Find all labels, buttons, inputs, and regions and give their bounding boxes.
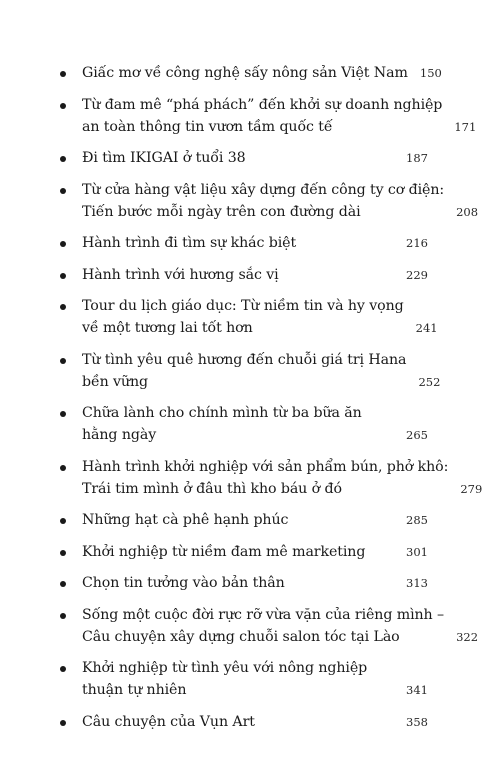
toc-entry-title <box>82 295 404 339</box>
toc-entry <box>56 62 442 84</box>
toc-entry-page-number: 313 <box>406 576 428 590</box>
toc-entry-page-number: 322 <box>456 629 479 644</box>
bullet-icon <box>60 550 66 556</box>
toc-entry-title-line: Chữa lành cho chính mình từ ba bữa ăn <box>82 405 362 421</box>
toc-entry-title-line: Hành trình với hương sắc vị <box>82 266 279 283</box>
toc-entry <box>56 509 428 531</box>
bullet-icon <box>60 358 66 364</box>
toc-entry-title-line: Khởi nghiệp từ tình yêu với nông nghiệp <box>82 660 368 676</box>
toc-entry-page-number: 208 <box>456 204 479 219</box>
toc-entry-title-line: Khởi nghiệp từ niềm đam mê marketing <box>82 543 366 560</box>
toc-entry <box>56 179 479 223</box>
toc-entry-page-number: 150 <box>419 66 442 80</box>
toc-entry-title <box>82 94 442 138</box>
bullet-icon <box>60 241 66 247</box>
toc-entry-page-number: 301 <box>406 544 428 559</box>
toc-entry-page-number: 358 <box>406 714 428 729</box>
toc-entry-title <box>82 572 394 594</box>
toc-entry <box>56 349 441 393</box>
bullet-icon <box>60 304 66 310</box>
toc-entry <box>56 711 428 733</box>
toc-entry <box>56 232 428 254</box>
toc-entry <box>56 264 428 286</box>
bullet-icon <box>60 156 66 162</box>
toc-entry-title <box>82 62 408 84</box>
toc-entry-title-line: Từ đam mê “phá phách” đến khởi sự doanh nghiệp <box>82 96 443 113</box>
toc-entry <box>56 456 483 500</box>
toc-entry <box>56 604 479 648</box>
toc-entry <box>56 94 477 138</box>
toc-entry-title <box>82 456 448 500</box>
toc-entry-title-line: Sống một cuộc đời rực rỡ vừa vặn của riêng mình – <box>82 606 445 623</box>
toc-entry-title-line: bền vững <box>82 373 149 390</box>
toc-entry-page-number: 279 <box>460 481 483 496</box>
toc-entry-title-line: Hành trình đi tìm sự khác biệt <box>82 235 297 251</box>
bullet-icon <box>60 666 66 672</box>
toc-entry-title-line: Từ cửa hàng vật liệu xây dựng đến công ty cơ điện: <box>82 181 445 198</box>
toc-entry <box>56 147 428 169</box>
toc-entry-page-number: 285 <box>406 513 428 527</box>
toc-entry-title <box>82 349 406 393</box>
toc-entry-page-number: 216 <box>406 236 428 250</box>
toc-entry-title-line: Tiến bước mỗi ngày trên con đường dài <box>82 203 361 220</box>
toc-entry-title-line: Chọn tin tưởng vào bản thân <box>82 575 285 591</box>
toc-entry-title <box>82 402 394 446</box>
bullet-icon <box>60 613 66 619</box>
toc-entry-page-number: 187 <box>406 151 428 165</box>
bullet-icon <box>60 581 66 587</box>
toc-entry-title-line: Đi tìm IKIGAI ở tuổi 38 <box>82 150 246 166</box>
toc-entry-title-line: an toàn thông tin vươn tầm quốc tế <box>82 118 333 135</box>
toc-entry <box>56 657 428 701</box>
toc-entry-page-number: 229 <box>406 267 428 282</box>
toc-entry-title <box>82 147 394 169</box>
toc-entry-title-line: Những hạt cà phê hạnh phúc <box>82 512 289 528</box>
toc-entry-title <box>82 604 444 648</box>
toc-entry <box>56 572 428 594</box>
toc-entry-title-line: thuận tự nhiên <box>82 682 187 698</box>
bullet-icon <box>60 720 66 726</box>
bullet-icon <box>60 71 66 77</box>
bullet-icon <box>60 465 66 471</box>
bullet-icon <box>60 188 66 194</box>
toc-entry-title-line: Tour du lịch giáo dục: Từ niềm tin và hy vọng <box>82 298 404 314</box>
bullet-icon <box>60 273 66 279</box>
bullet-icon <box>60 103 66 109</box>
toc-entry-title-line: Trái tim mình ở đâu thì kho báu ở đó <box>82 480 342 497</box>
toc-entry-title-line: Hành trình khởi nghiệp với sản phẩm bún, phở khô: <box>82 458 449 475</box>
toc-entry-title-line: về một tương lai tốt hơn <box>82 320 253 336</box>
toc-entry-title <box>82 541 394 563</box>
toc-entry-title-line: Câu chuyện xây dựng chuỗi salon tóc tại Lào <box>82 628 400 645</box>
toc-entry-page-number: 252 <box>418 374 441 389</box>
table-of-contents <box>56 62 483 742</box>
toc-entry <box>56 541 428 563</box>
toc-entry-page-number: 265 <box>406 428 428 442</box>
toc-entry-page-number: 341 <box>406 683 428 697</box>
toc-entry-title <box>82 232 394 254</box>
toc-entry-title <box>82 657 394 701</box>
toc-entry-title <box>82 179 444 223</box>
toc-entry <box>56 402 428 446</box>
toc-entry-title-line: Từ tình yêu quê hương đến chuỗi giá trị Hana <box>82 351 407 368</box>
toc-entry-title-line: Giấc mơ về công nghệ sấy nông sản Việt Nam <box>82 65 408 81</box>
bullet-icon <box>60 518 66 524</box>
toc-entry-title-line: hằng ngày <box>82 427 157 443</box>
toc-entry-title <box>82 509 394 531</box>
toc-entry-title-line: Câu chuyện của Vụn Art <box>82 713 255 730</box>
toc-entry-page-number: 241 <box>415 321 438 335</box>
toc-entry-page-number: 171 <box>454 119 477 134</box>
toc-entry-title <box>82 264 394 286</box>
bullet-icon <box>60 411 66 417</box>
toc-entry <box>56 295 438 339</box>
toc-entry-title <box>82 711 394 733</box>
